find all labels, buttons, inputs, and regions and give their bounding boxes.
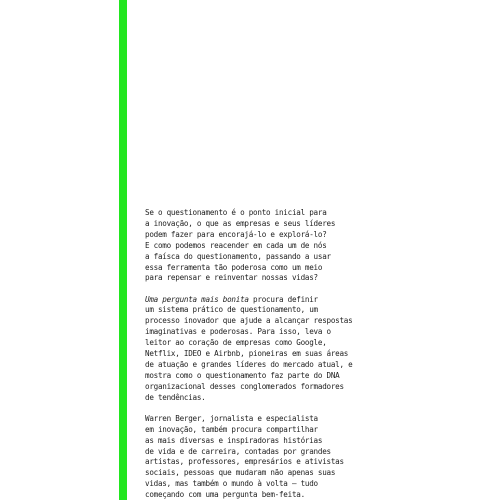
text-line: Netflix, IDEO e Airbnb, pioneiras em suas áreas — [145, 349, 349, 359]
text-line: sociais, pessoas que mudaram não apenas suas — [145, 468, 336, 478]
text-line: E como podemos reacender em cada um de nós — [145, 240, 327, 250]
text-line: de tendências. — [145, 392, 206, 402]
text-line: começando com uma pergunta bem-feita. — [145, 490, 305, 500]
text-line: podem fazer para encorajá-lo e explorá-lo? — [145, 229, 327, 239]
green-spine-stripe — [119, 0, 127, 500]
text-line: para repensar e reinventar nossas vidas? — [145, 273, 318, 283]
text-line: um sistema prático de questionamento, um — [145, 305, 318, 315]
text-line: mostra como o questionamento faz parte do DNA — [145, 370, 340, 380]
paragraph-author — [145, 414, 360, 501]
text-line: imaginativas e poderosas. Para isso, leva o — [145, 327, 331, 337]
text-line: organizacional desses conglomerados formadores — [145, 381, 344, 391]
text-line: essa ferramenta tão poderosa como um meio — [145, 262, 323, 272]
text-line: a inovação, o que as empresas e seus líderes — [145, 218, 336, 228]
text-line: Warren Berger, jornalista e especialista — [145, 413, 318, 423]
text-fragment: procura definir — [248, 294, 318, 304]
text-line: em inovação, também procura compartilhar — [145, 424, 318, 434]
text-line: artistas, professores, empresários e ativistas — [145, 457, 344, 467]
text-line — [145, 295, 360, 306]
paragraph-book-description — [145, 295, 360, 404]
text-line: vidas, mas também o mundo à volta – tudo — [145, 479, 318, 489]
book-title-italic: Uma pergunta mais bonita — [145, 294, 249, 304]
text-line: de vida e de carreira, contadas por grandes — [145, 446, 331, 456]
text-line: leitor ao coração de empresas como Google, — [145, 338, 327, 348]
text-line: processo inovador que ajude a alcançar respostas — [145, 316, 353, 326]
text-line: de atuação e grandes líderes do mercado atual, e — [145, 359, 353, 369]
text-line: as mais diversas e inspiradoras histórias — [145, 435, 323, 445]
paragraph-intro — [145, 208, 360, 284]
text-line: Se o questionamento é o ponto inicial para — [145, 208, 327, 217]
text-line: a faísca do questionamento, passando a usar — [145, 251, 331, 261]
back-cover-text — [145, 208, 360, 501]
